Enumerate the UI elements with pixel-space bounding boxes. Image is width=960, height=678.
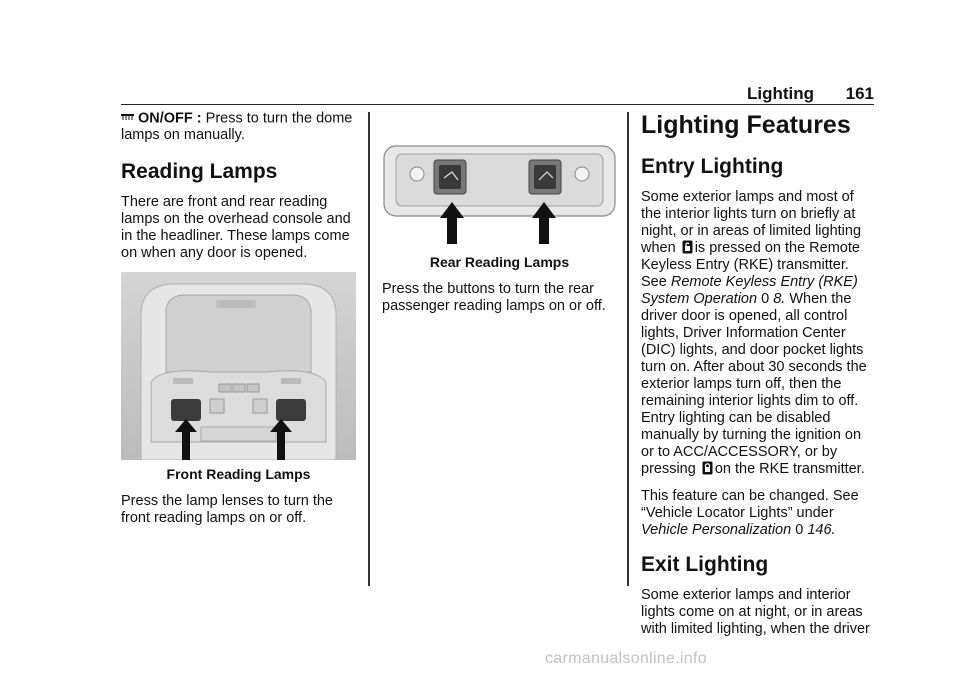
rear-lamps-caption: Rear Reading Lamps <box>429 254 570 270</box>
rear-lamps-body: Press the buttons to turn the rear passenger reading lamps on or off. <box>382 281 606 314</box>
unlock-key-icon <box>682 240 693 254</box>
onoff-paragraph <box>121 110 356 144</box>
entry-lighting-heading: Entry Lighting <box>641 155 784 178</box>
section-title: Lighting <box>746 84 814 103</box>
column-divider-1 <box>368 112 370 586</box>
personalization-ref-link[interactable]: Vehicle Personalization <box>641 522 792 538</box>
lighting-features-title: Lighting Features <box>641 111 851 139</box>
rke-ref-link[interactable]: Remote Keyless Entry (RKE) System Operation <box>641 274 858 307</box>
exit-lighting-heading: Exit Lighting <box>641 553 769 576</box>
onoff-label: ON/OFF : <box>138 110 202 127</box>
front-lamps-caption: Front Reading Lamps <box>166 466 311 483</box>
column-right <box>641 110 876 648</box>
front-lamps-body: Press the lamp lenses to turn the front reading lamps on or off. <box>121 493 333 527</box>
watermark: carmanualsonline.info <box>545 650 707 667</box>
exit-lighting-paragraph: Some exterior lamps and interior lights come on at night, or in areas with limited lighting, when the driver <box>641 587 870 637</box>
entry-lighting-change-note: This feature can be changed. See “Vehicle Locator Lights” under Vehicle Personalization 0 146. <box>641 488 859 538</box>
dome-lamp-icon <box>121 110 134 127</box>
page-number: 161 <box>845 84 874 103</box>
rear-reading-lamps-figure <box>382 144 617 244</box>
rke-ref-page[interactable]: 8. <box>773 291 786 307</box>
reading-lamps-heading: Reading Lamps <box>121 160 278 184</box>
ref-arrow: 0 <box>761 291 770 307</box>
column-divider-2 <box>627 112 629 586</box>
column-left <box>121 110 356 537</box>
column-middle <box>382 110 617 325</box>
page-header <box>121 82 874 105</box>
front-reading-lamps-figure <box>121 272 356 460</box>
lock-key-icon <box>702 461 713 475</box>
onoff-text: Press to turn the dome lamps on manually. <box>121 110 353 144</box>
entry-lighting-paragraph: Some exterior lamps and most of the interior lights turn on briefly at night, or in areas of limited lighting when is pressed on the Remote Keyless Entry (RKE) transmitter. See Remote Keyless Entry (RKE) System Operation 0 8. When the driver door is opened, all control lights, Driver Information Center (DIC) lights, and door pocket lights turn on. After about 30 seconds the exterior lamps turn off, then the remaining interior lights dim to off. Entry lighting can be disabled manually by turning the ignition on or to ACC/ACCESSORY, or by pressing on the RKE transmitter. <box>641 189 867 477</box>
reading-lamps-intro: There are front and rear reading lamps on the overhead console and in the headliner. These lamps come on when any door is opened. <box>121 194 351 262</box>
personalization-ref-page[interactable]: 146. <box>807 522 836 538</box>
